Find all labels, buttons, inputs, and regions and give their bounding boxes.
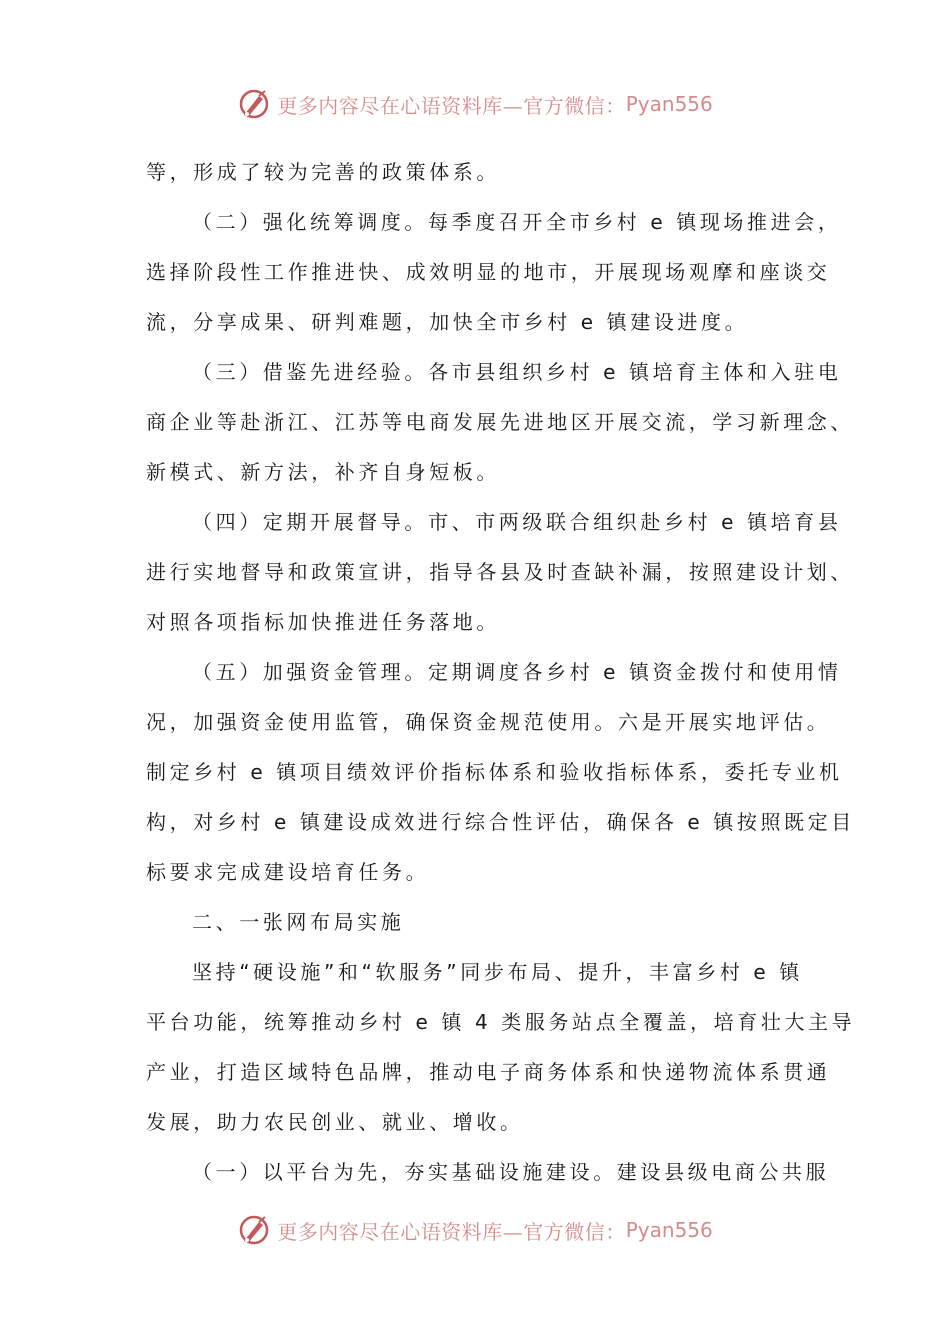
text-line: 标要求完成建设培育任务。: [146, 860, 430, 884]
text-line: 制定乡村 e 镇项目绩效评价指标体系和验收指标体系，委托专业机: [146, 760, 843, 784]
pen-circle-logo-icon: [237, 1213, 271, 1247]
watermark-text: 更多内容尽在心语资料库—官方微信：: [277, 1219, 626, 1244]
text-line: （一）以平台为先，夯实基础设施建设。建设县级电商公共服: [192, 1160, 830, 1184]
text-line: 新模式、新方法，补齐自身短板。: [146, 460, 500, 484]
header-watermark: [0, 84, 950, 124]
text-line: 等，形成了较为完善的政策体系。: [146, 160, 500, 184]
text-line: 流，分享成果、研判难题，加快全市乡村 e 镇建设进度。: [146, 310, 749, 334]
section-heading: 二、一张网布局实施: [192, 910, 405, 934]
text-line: （五）加强资金管理。定期调度各乡村 e 镇资金拨付和使用情: [192, 660, 842, 684]
text-line: 选择阶段性工作推进快、成效明显的地市，开展现场观摩和座谈交: [146, 260, 831, 284]
pen-circle-logo-icon: [237, 87, 271, 121]
text-line: 构，对乡村 e 镇建设成效进行综合性评估，确保各 e 镇按照既定目: [146, 810, 855, 834]
watermark-text: 更多内容尽在心语资料库—官方微信：: [277, 93, 626, 118]
text-line: 坚持“硬设施”和“软服务”同步布局、提升，丰富乡村 e 镇: [192, 960, 803, 984]
text-line: 对照各项指标加快推进任务落地。: [146, 610, 500, 634]
document-body: [146, 147, 856, 1197]
text-line: 平台功能，统筹推动乡村 e 镇 4 类服务站点全覆盖，培育壮大主导: [146, 1010, 856, 1034]
text-line: 产业，打造区域特色品牌，推动电子商务体系和快递物流体系贯通: [146, 1060, 831, 1084]
text-line: （三）借鉴先进经验。各市县组织乡村 e 镇培育主体和入驻电: [192, 360, 842, 384]
text-line: （四）定期开展督导。市、市两级联合组织赴乡村 e 镇培育县: [192, 510, 842, 534]
watermark-code: Pyan556: [625, 1218, 713, 1242]
text-line: 商企业等赴浙江、江苏等电商发展先进地区开展交流，学习新理念、: [146, 410, 854, 434]
text-line: 进行实地督导和政策宣讲，指导各县及时查缺补漏，按照建设计划、: [146, 560, 854, 584]
watermark-code: Pyan556: [625, 92, 713, 116]
footer-watermark: [0, 1210, 950, 1250]
text-line: （二）强化统筹调度。每季度召开全市乡村 e 镇现场推进会，: [192, 210, 842, 234]
text-line: 况，加强资金使用监管，确保资金规范使用。六是开展实地评估。: [146, 710, 831, 734]
text-line: 发展，助力农民创业、就业、增收。: [146, 1110, 524, 1134]
